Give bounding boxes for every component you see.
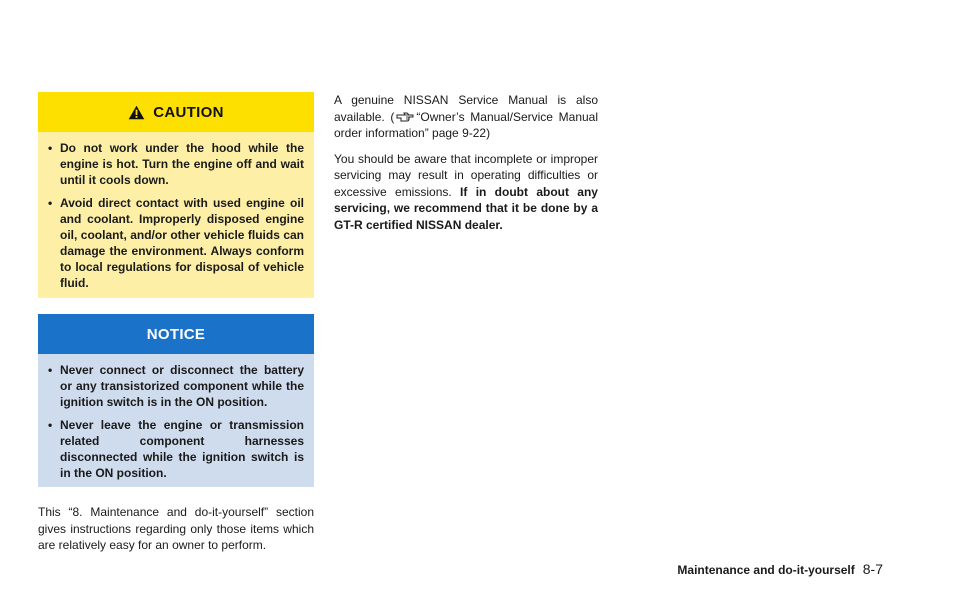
caution-item-text: Do not work under the hood while the engine is hot. Turn the engine off and wait until it cools down. — [60, 141, 304, 187]
list-item — [48, 140, 304, 188]
para1-start: A genuine NISSAN Service Manual is also available. ( — [334, 93, 598, 124]
list-item — [48, 195, 304, 291]
para1-reference: “Owner’s Manual/Service Manual order information” page 9-22) — [334, 109, 599, 140]
notice-item-text: Never leave the engine or transmission related component harnesses disconnected while the ignition switch is in the ON position. — [60, 418, 304, 480]
bullet: • — [48, 196, 53, 210]
notice-title: NOTICE — [146, 325, 206, 343]
notice-header — [38, 314, 314, 354]
list-item — [48, 362, 304, 410]
servicing-paragraph — [334, 151, 598, 234]
para2-regular: You should be aware that incomplete or improper servicing may result in operating difficulties or excessive emissions. — [334, 151, 598, 199]
bullet: • — [48, 418, 53, 432]
right-column — [334, 92, 598, 242]
page-footer — [677, 561, 883, 577]
caution-item-text: Avoid direct contact with used engine oil and coolant. Improperly disposed engine oil, coolant, and/or other vehicle fluids can damage the environment. Always conform to local regulations for disposal of vehicle fluid. — [60, 196, 304, 290]
service-manual-paragraph — [334, 92, 598, 142]
caution-header — [38, 92, 314, 132]
caution-list — [38, 132, 314, 291]
notice-list — [38, 354, 314, 481]
page-number: 8-7 — [862, 561, 883, 577]
bullet: • — [48, 141, 53, 155]
warning-triangle-icon — [128, 105, 145, 120]
pointing-hand-icon — [396, 111, 414, 122]
caution-title: CAUTION — [153, 103, 224, 121]
notice-box — [38, 314, 314, 487]
list-item — [48, 417, 304, 481]
notice-item-text: Never connect or disconnect the battery or any transistorized component while the ignition switch is in the ON position. — [60, 363, 304, 409]
para2-bold: If in doubt about any servicing, we recommend that it be done by a GT-R certified NISSAN dealer. — [334, 184, 598, 232]
caution-box — [38, 92, 314, 298]
intro-paragraph: This “8. Maintenance and do-it-yourself” section gives instructions regarding only those items which are relatively easy for an owner to perform. — [38, 505, 314, 552]
bullet: • — [48, 363, 53, 377]
footer-section-title: Maintenance and do-it-yourself — [677, 563, 855, 577]
